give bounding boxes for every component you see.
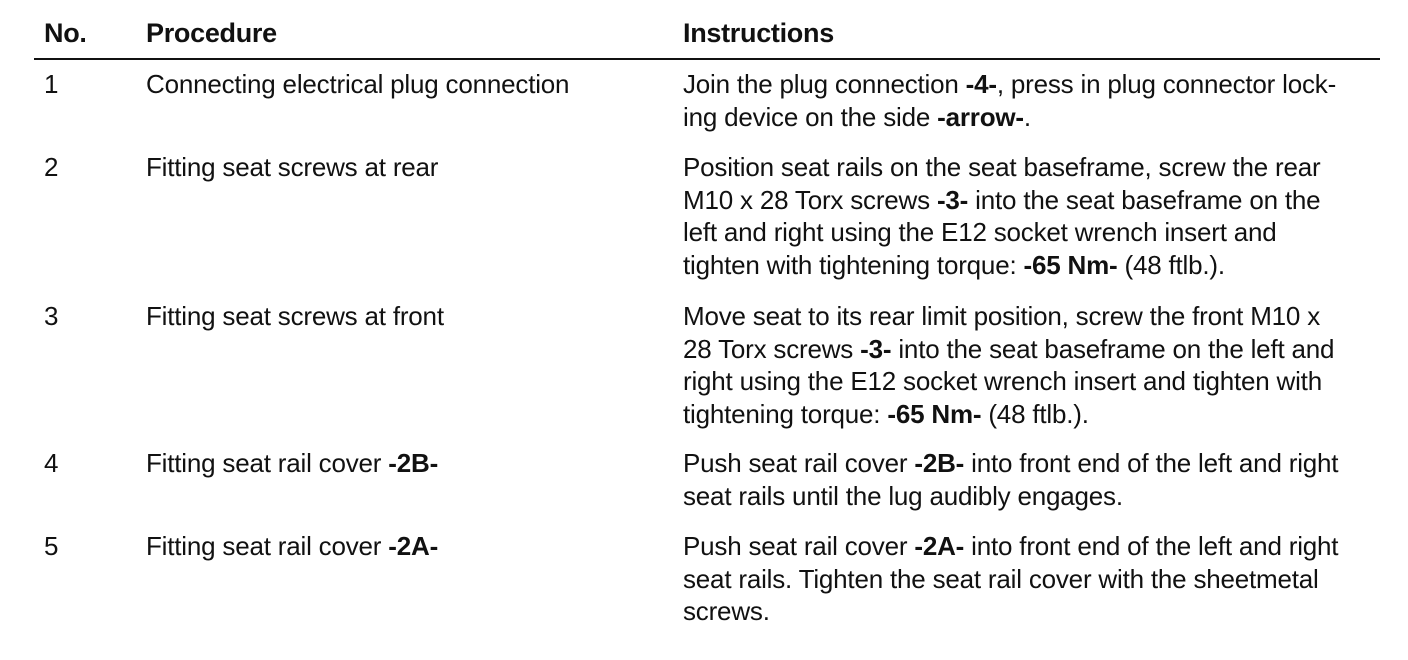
- bold-reference: -65 Nm-: [1023, 249, 1118, 280]
- text-run: Connecting electrical plug connection: [146, 69, 570, 99]
- text-run: Fitting seat rail cover: [146, 448, 389, 478]
- instruction-line: [683, 300, 1373, 333]
- instructions-cell: [683, 151, 1373, 281]
- bold-reference: -2B-: [914, 448, 965, 478]
- text-run: tightening torque:: [683, 398, 888, 429]
- instruction-line: [683, 365, 1373, 398]
- text-run: Fitting seat screws at rear: [146, 152, 439, 182]
- header-procedure: Procedure: [146, 18, 277, 48]
- instruction-line: [683, 447, 1373, 480]
- bold-reference: -3-: [936, 184, 969, 215]
- instructions-cell: [683, 300, 1373, 430]
- instruction-line: [683, 398, 1373, 431]
- text-run: (48 ftlb.).: [981, 398, 1089, 429]
- procedure-cell: [146, 447, 438, 480]
- instructions-cell: [683, 447, 1373, 512]
- text-run: into front end of the left and right: [964, 531, 1339, 561]
- instructions-cell: [683, 68, 1373, 133]
- text-run: M10 x 28 Torx screws: [683, 184, 937, 215]
- text-run: Push seat rail cover: [683, 531, 915, 561]
- text-run: tighten with tightening torque:: [683, 249, 1024, 280]
- instruction-line: [683, 184, 1373, 217]
- procedure-cell: [146, 151, 438, 184]
- text-run: Position seat rails on the seat baseframe, screw the rear: [683, 152, 1321, 182]
- instruction-line: [683, 480, 1373, 513]
- instruction-line: [683, 101, 1373, 134]
- text-run: ing device on the side: [683, 101, 938, 132]
- text-run: into the seat baseframe on the: [968, 184, 1321, 215]
- text-run: (48 ftlb.).: [1117, 249, 1225, 280]
- row-number: 3: [44, 301, 59, 331]
- instruction-line: [683, 151, 1373, 184]
- instruction-line: [683, 333, 1373, 366]
- text-run: left and right using the E12 socket wrench insert and: [683, 217, 1277, 247]
- instruction-line: [683, 595, 1373, 628]
- text-run: screws.: [683, 596, 770, 626]
- text-run: , press in plug connector lock-: [996, 69, 1337, 99]
- row-number: 2: [44, 152, 59, 182]
- bold-reference: -2A-: [914, 531, 965, 561]
- instruction-line: [683, 68, 1373, 101]
- instruction-line: [683, 530, 1373, 563]
- instructions-cell: [683, 530, 1373, 628]
- bold-reference: -arrow-: [937, 101, 1024, 132]
- text-run: Fitting seat rail cover: [146, 531, 389, 561]
- text-run: Fitting seat screws at front: [146, 301, 444, 331]
- text-run: .: [1023, 101, 1031, 132]
- bold-reference: -65 Nm-: [887, 398, 982, 429]
- text-run: seat rails. Tighten the seat rail cover with the sheetmetal: [683, 563, 1319, 594]
- bold-reference: -2B-: [388, 448, 439, 478]
- instruction-line: [683, 216, 1373, 249]
- text-run: Push seat rail cover: [683, 448, 915, 478]
- bold-reference: -2A-: [388, 531, 439, 561]
- text-run: Join the plug connection: [683, 69, 966, 99]
- procedure-cell: [146, 300, 444, 333]
- text-run: into front end of the left and right: [964, 448, 1339, 478]
- instruction-line: [683, 249, 1373, 282]
- text-run: into the seat baseframe on the left and: [891, 333, 1335, 364]
- instruction-line: [683, 563, 1373, 596]
- procedure-cell: [146, 530, 438, 563]
- procedure-cell: [146, 68, 569, 101]
- text-run: 28 Torx screws: [683, 333, 861, 364]
- header-no: No.: [44, 18, 87, 48]
- bold-reference: -4-: [965, 69, 997, 99]
- text-run: Move seat to its rear limit position, screw the front M10 x: [683, 301, 1320, 331]
- text-run: seat rails until the lug audibly engages.: [683, 480, 1123, 511]
- row-number: 1: [44, 69, 59, 99]
- row-number: 4: [44, 448, 59, 478]
- bold-reference: -3-: [860, 333, 892, 364]
- text-run: right using the E12 socket wrench insert and tighten with: [683, 366, 1322, 396]
- header-instructions: Instructions: [683, 18, 834, 48]
- header-divider: [34, 58, 1380, 60]
- row-number: 5: [44, 531, 59, 561]
